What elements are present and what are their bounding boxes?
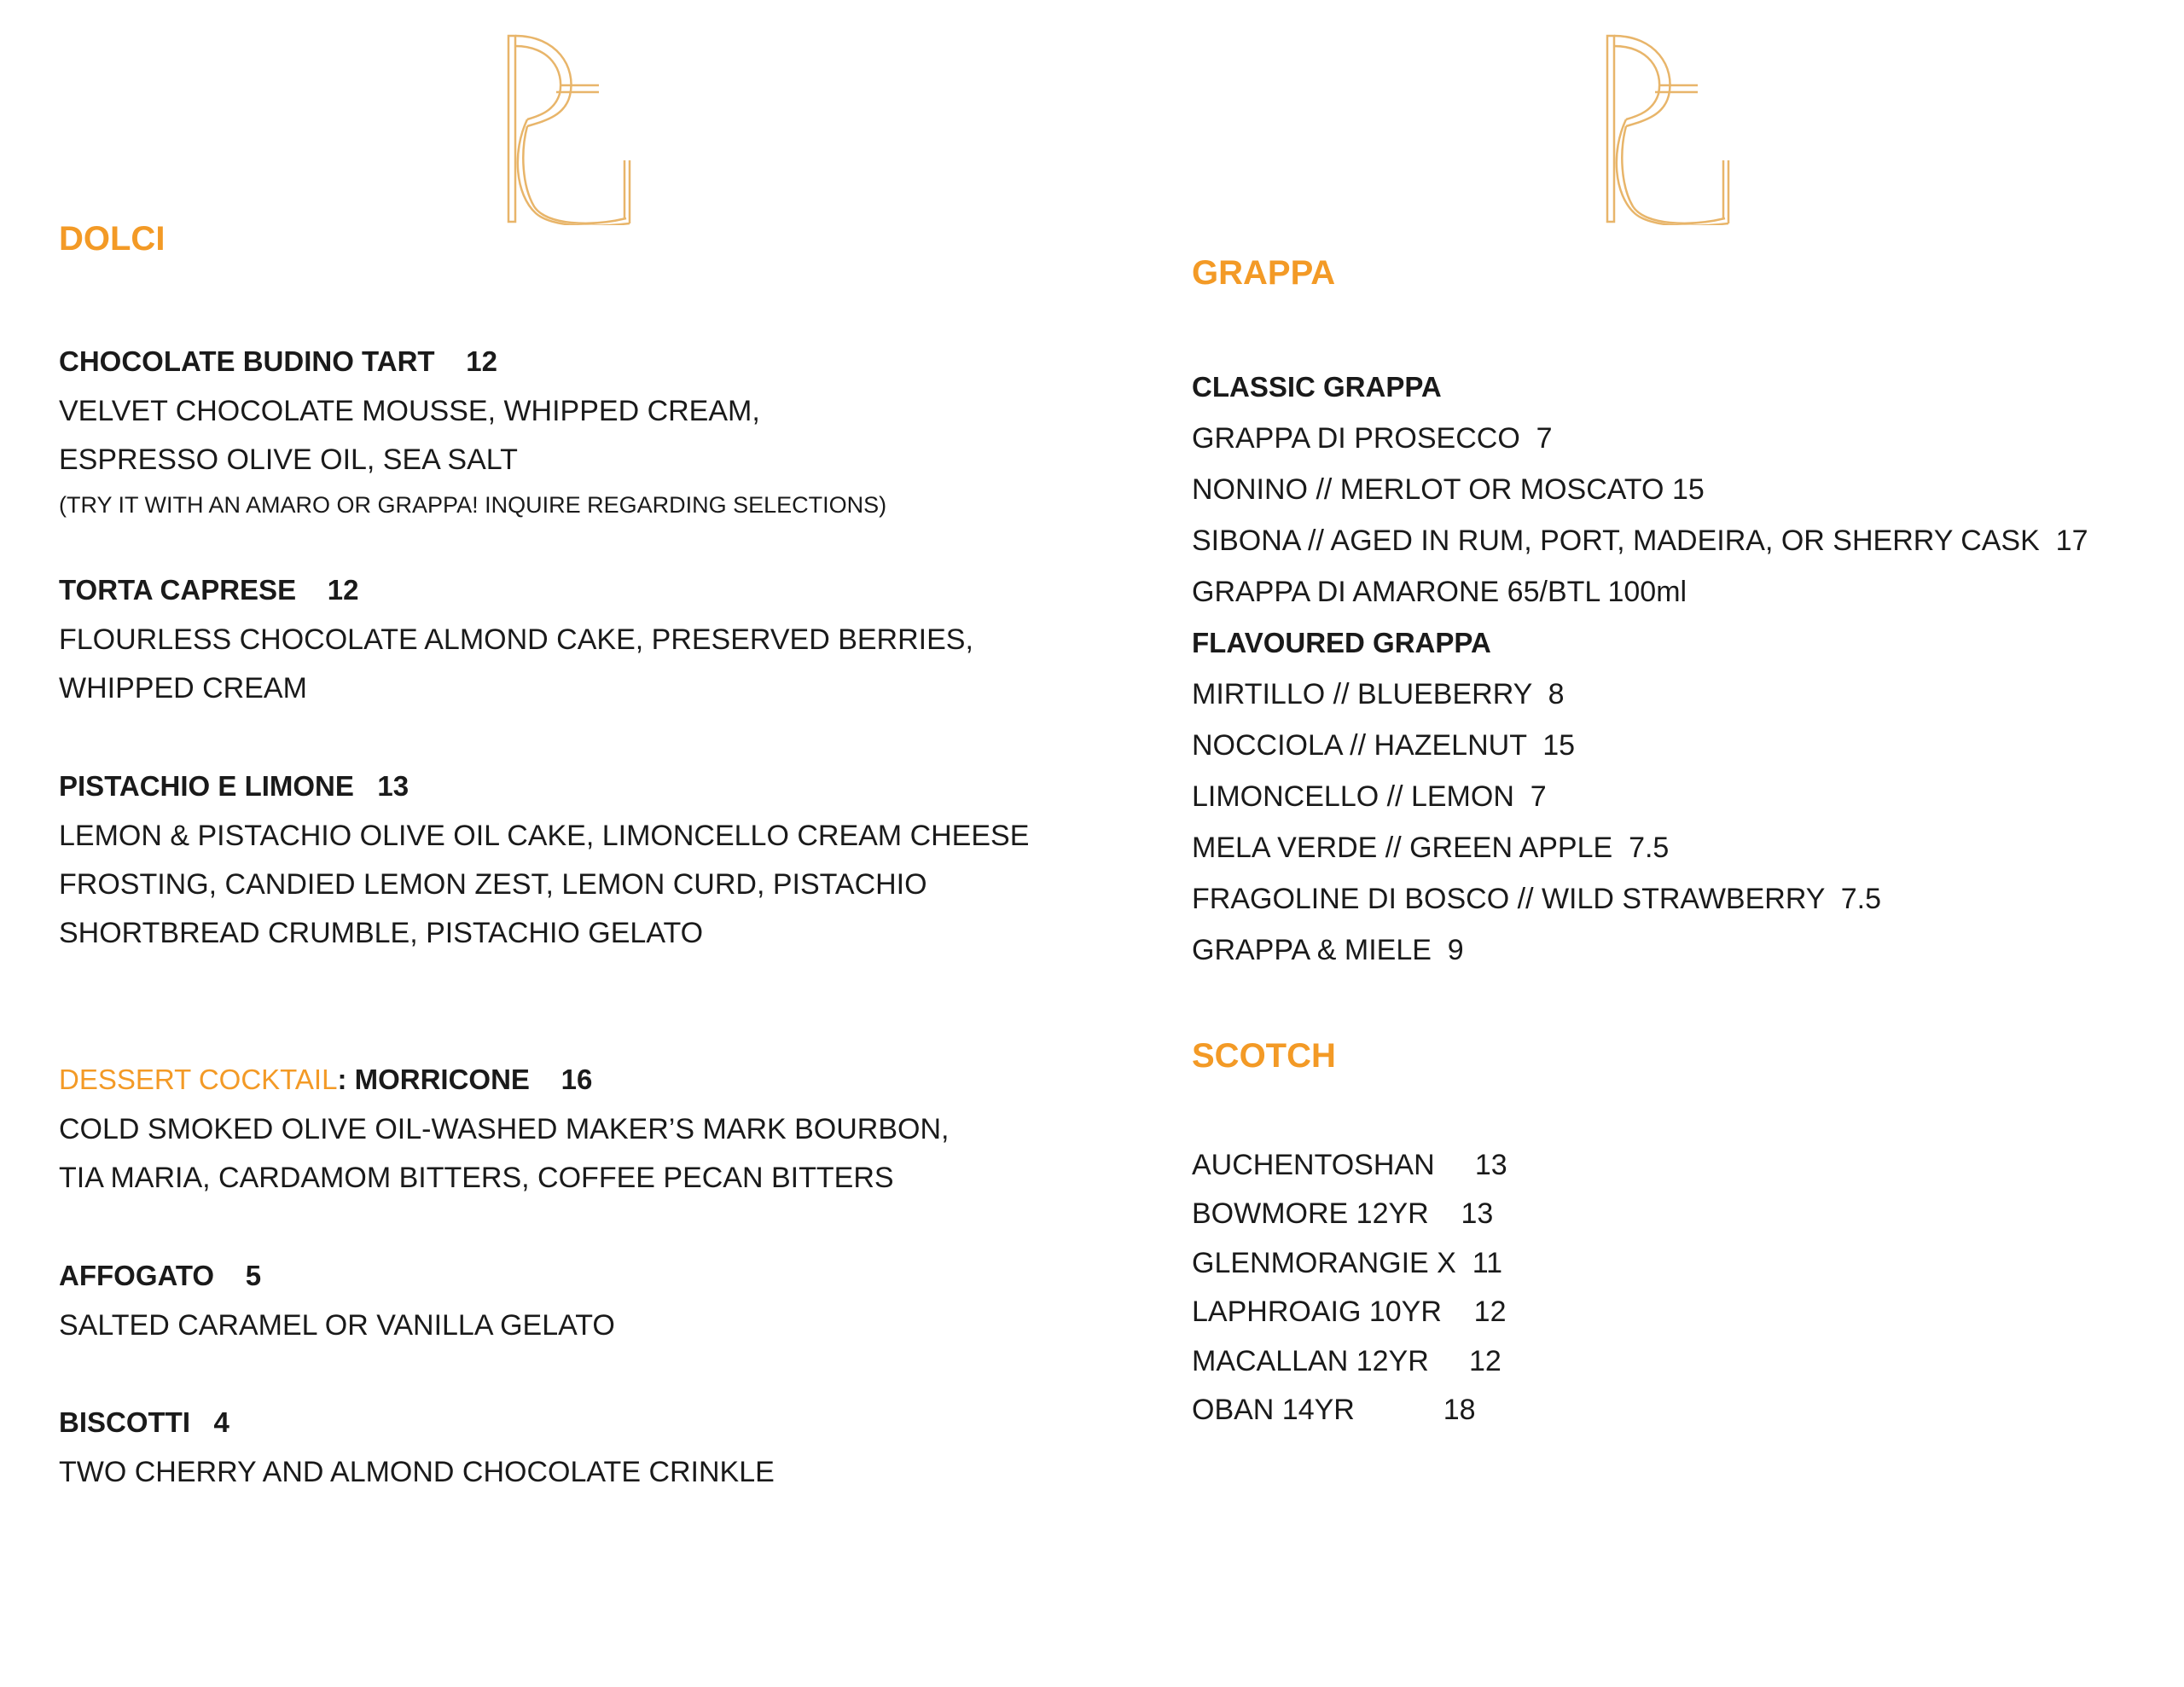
list-item: MIRTILLO // BLUEBERRY 8	[1192, 678, 1565, 710]
list-item: GRAPPA DI PROSECCO 7	[1192, 422, 1553, 455]
item-description: FLOURLESS CHOCOLATE ALMOND CAKE, PRESERVED BERRIES,	[59, 623, 973, 656]
cocktail-label: DESSERT COCKTAIL	[59, 1064, 338, 1095]
list-item: NONINO // MERLOT OR MOSCATO 15	[1192, 473, 1705, 506]
item-title: TORTA CAPRESE 12	[59, 574, 359, 606]
list-item: SIBONA // AGED IN RUM, PORT, MADEIRA, OR SHERRY CASK 17	[1192, 525, 2088, 557]
item-title: AFFOGATO 5	[59, 1260, 262, 1291]
item-description: TWO CHERRY AND ALMOND CHOCOLATE CRINKLE	[59, 1456, 775, 1488]
grappa-heading: GRAPPA	[1192, 254, 1336, 292]
item-description: VELVET CHOCOLATE MOUSSE, WHIPPED CREAM,	[59, 395, 760, 427]
list-item: OBAN 14YR 18	[1192, 1394, 1476, 1426]
dolci-heading: DOLCI	[59, 220, 166, 258]
item-description: FROSTING, CANDIED LEMON ZEST, LEMON CURD, PISTACHIO	[59, 868, 927, 901]
list-item: GRAPPA & MIELE 9	[1192, 934, 1464, 966]
item-description: TIA MARIA, CARDAMOM BITTERS, COFFEE PECAN BITTERS	[59, 1162, 894, 1194]
list-item: LIMONCELLO // LEMON 7	[1192, 780, 1547, 813]
list-item: LAPHROAIG 10YR 12	[1192, 1296, 1507, 1328]
cocktail-name: : MORRICONE 16	[337, 1064, 593, 1095]
item-description: LEMON & PISTACHIO OLIVE OIL CAKE, LIMONCELLO CREAM CHEESE	[59, 820, 1030, 852]
item-description: WHIPPED CREAM	[59, 672, 307, 704]
rg-monogram-logo	[505, 32, 633, 225]
item-description: ESPRESSO OLIVE OIL, SEA SALT	[59, 443, 518, 476]
list-item: GLENMORANGIE X 11	[1192, 1247, 1503, 1279]
cocktail-title	[59, 1063, 592, 1097]
list-item: AUCHENTOSHAN 13	[1192, 1149, 1507, 1181]
list-item: BOWMORE 12YR 13	[1192, 1197, 1494, 1230]
rg-monogram-logo	[1604, 32, 1732, 225]
item-description: SALTED CARAMEL OR VANILLA GELATO	[59, 1309, 615, 1342]
flavoured-grappa-title: FLAVOURED GRAPPA	[1192, 627, 1491, 658]
list-item: GRAPPA DI AMARONE 65/BTL 100ml	[1192, 576, 1687, 608]
item-description: SHORTBREAD CRUMBLE, PISTACHIO GELATO	[59, 917, 704, 949]
list-item: MACALLAN 12YR 12	[1192, 1345, 1502, 1377]
list-item: FRAGOLINE DI BOSCO // WILD STRAWBERRY 7.5	[1192, 883, 1881, 915]
item-title: PISTACHIO E LIMONE 13	[59, 770, 410, 802]
item-description: COLD SMOKED OLIVE OIL-WASHED MAKER’S MARK BOURBON,	[59, 1113, 950, 1145]
scotch-heading: SCOTCH	[1192, 1037, 1336, 1075]
list-item: NOCCIOLA // HAZELNUT 15	[1192, 729, 1576, 762]
item-title: CHOCOLATE BUDINO TART 12	[59, 345, 497, 377]
item-note: (TRY IT WITH AN AMARO OR GRAPPA! INQUIRE REGARDING SELECTIONS)	[59, 492, 887, 518]
list-item: MELA VERDE // GREEN APPLE 7.5	[1192, 832, 1670, 864]
classic-grappa-title: CLASSIC GRAPPA	[1192, 371, 1442, 403]
item-title: BISCOTTI 4	[59, 1406, 229, 1438]
